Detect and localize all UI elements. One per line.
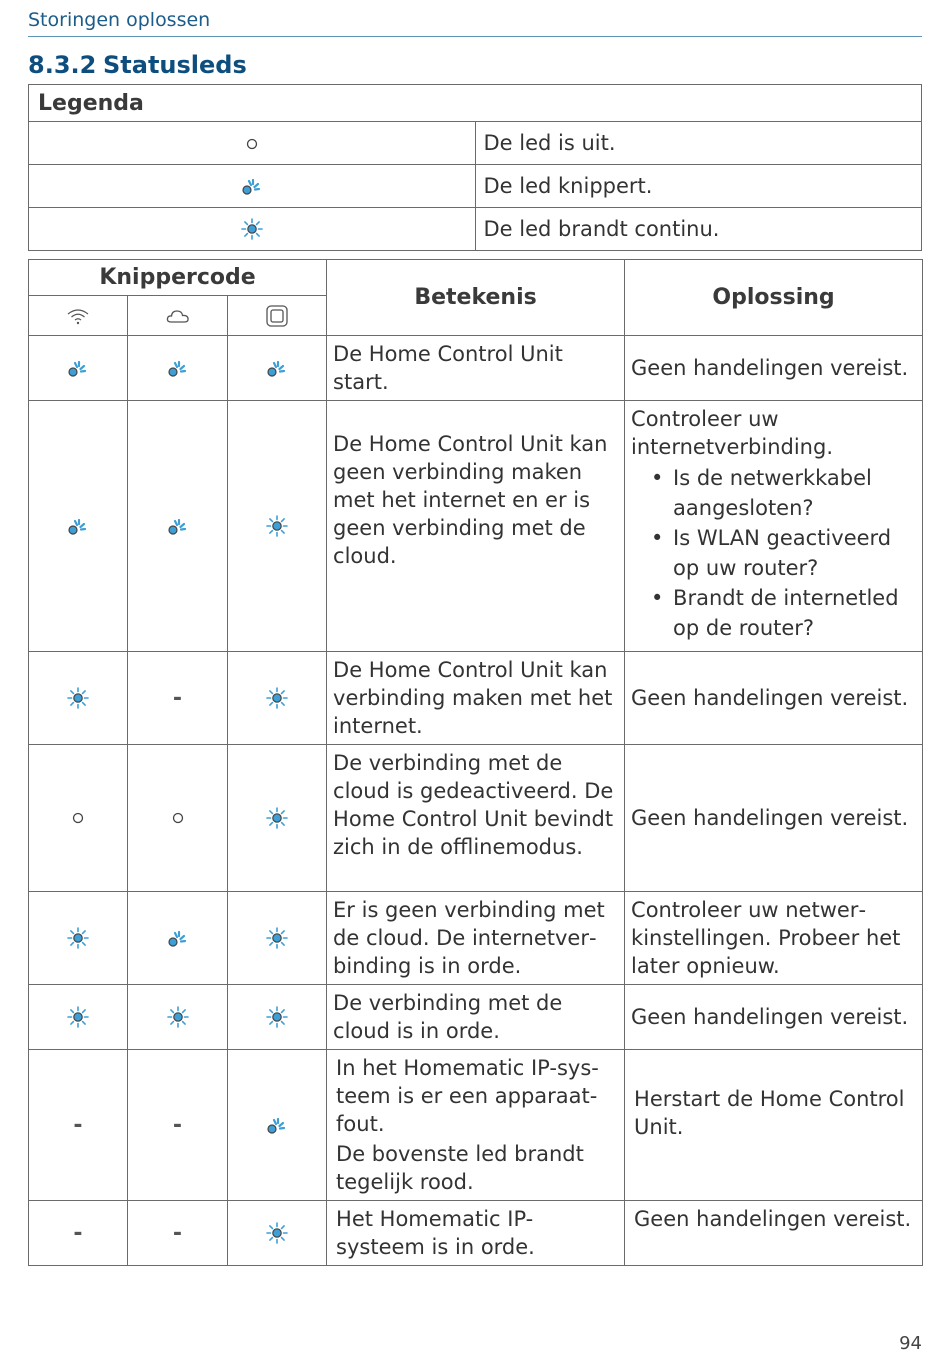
page-number: 94: [899, 1333, 922, 1354]
oplossing-cell: Geen handelingen vereist.: [625, 1201, 923, 1266]
bullet-item: • Is WLAN geactiveerd op uw router?: [631, 523, 916, 583]
knippercode-header: Knippercode: [29, 260, 327, 296]
cloud-icon: [128, 296, 228, 336]
led-on-icon: [29, 985, 128, 1050]
legend-text: De led knippert.: [475, 165, 922, 208]
betekenis-cell: De Home Control Unit kan verbinding maken met het internet.: [327, 652, 625, 745]
led-off-icon: [29, 122, 476, 165]
legend-text: De led is uit.: [475, 122, 922, 165]
dash-text: -: [73, 1112, 83, 1138]
section-number: 8.3.2: [28, 51, 97, 79]
device-icon: [228, 296, 327, 336]
running-header: Storingen oplossen: [28, 9, 211, 31]
betekenis-cell: De verbinding met de cloud is gedeactiveerd. De Home Control Unit bevindt zich in de offlinemodus.: [327, 745, 625, 892]
led-none-cell: [128, 652, 228, 745]
oplossing-cell: [625, 1050, 923, 1201]
led-on-icon: [228, 652, 327, 745]
betekenis-cell: [327, 401, 625, 652]
section-heading: Statusleds: [103, 51, 247, 79]
led-on-icon: [228, 892, 327, 985]
dash-text: -: [172, 1112, 183, 1138]
betekenis-cell: Het Homematic IP-systeem is in orde.: [327, 1201, 625, 1266]
led-blinking-icon: [228, 336, 327, 401]
table-row: [29, 401, 923, 652]
led-on-icon: [128, 985, 228, 1050]
bullet-item: • Is de netwerkkabel aangesloten?: [631, 463, 916, 523]
led-on-icon: [228, 1201, 327, 1266]
legend-row: [29, 165, 922, 208]
oplossing-cell: Controleer uw netwerkinstellingen. Probeer het later opnieuw.: [625, 892, 923, 985]
led-none-cell: [128, 1201, 228, 1266]
led-on-icon: [228, 401, 327, 652]
legend-heading: Legenda: [29, 85, 922, 122]
led-blinking-icon: [29, 336, 128, 401]
oplossing-cell: Geen handelingen vereist.: [625, 985, 923, 1050]
oplossing-intro: Controleer uw internetverbinding.: [631, 407, 833, 459]
legend-text: De led brandt continu.: [475, 208, 922, 251]
table-row: [29, 745, 923, 892]
led-on-icon: [228, 745, 327, 892]
betekenis-text: De Home Control Unit kan geen verbinding maken met het internet en er is geen verbinding met de cloud.: [333, 432, 608, 568]
legend-row: [29, 208, 922, 251]
bullet-item: • Brandt de internetled op de router?: [631, 583, 916, 643]
led-none-cell: [29, 1201, 128, 1266]
table-row: [29, 1201, 923, 1266]
oplossing-cell: Geen handelingen vereist.: [625, 336, 923, 401]
legend-row: [29, 122, 922, 165]
betekenis-line: De bovenste led brandt tegelijk rood.: [336, 1142, 584, 1194]
led-off-icon: [29, 745, 128, 892]
legend-table: [28, 84, 922, 251]
table-row: [29, 336, 923, 401]
led-blinking-icon: [128, 892, 228, 985]
oplossing-bullets: [631, 463, 916, 643]
led-on-icon: [29, 652, 128, 745]
dash-text: -: [172, 1220, 183, 1246]
led-on-icon: [29, 208, 476, 251]
led-on-icon: [29, 892, 128, 985]
betekenis-line: In het Homematic IP-systeem is er een apparaatfout.: [336, 1056, 599, 1136]
led-off-icon: [128, 745, 228, 892]
section-title: [28, 51, 247, 79]
oplossing-cell: Geen handelingen vereist.: [625, 745, 923, 892]
table-row: [29, 652, 923, 745]
led-blinking-icon: [228, 1050, 327, 1201]
betekenis-cell: De Home Control Unit start.: [327, 336, 625, 401]
table-row: [29, 985, 923, 1050]
betekenis-cell: [327, 1050, 625, 1201]
oplossing-text: Herstart de Home Control Unit.: [634, 1087, 905, 1139]
betekenis-header: Betekenis: [327, 260, 625, 336]
led-blinking-icon: [128, 336, 228, 401]
betekenis-cell: Er is geen verbinding met de cloud. De internetverbinding is in orde.: [327, 892, 625, 985]
dash-text: -: [73, 1220, 83, 1246]
oplossing-cell: [625, 401, 923, 652]
status-led-table: [28, 259, 923, 1266]
led-blinking-icon: [29, 401, 128, 652]
table-row: [29, 892, 923, 985]
oplossing-header: Oplossing: [625, 260, 923, 336]
wifi-icon: [29, 296, 128, 336]
led-none-cell: [128, 1050, 228, 1201]
table-row: [29, 1050, 923, 1201]
oplossing-cell: Geen handelingen vereist.: [625, 652, 923, 745]
betekenis-cell: De verbinding met de cloud is in orde.: [327, 985, 625, 1050]
led-on-icon: [228, 985, 327, 1050]
led-blinking-icon: [128, 401, 228, 652]
dash-text: -: [172, 685, 183, 711]
header-rule: [28, 36, 922, 37]
led-blinking-icon: [29, 165, 476, 208]
led-none-cell: [29, 1050, 128, 1201]
